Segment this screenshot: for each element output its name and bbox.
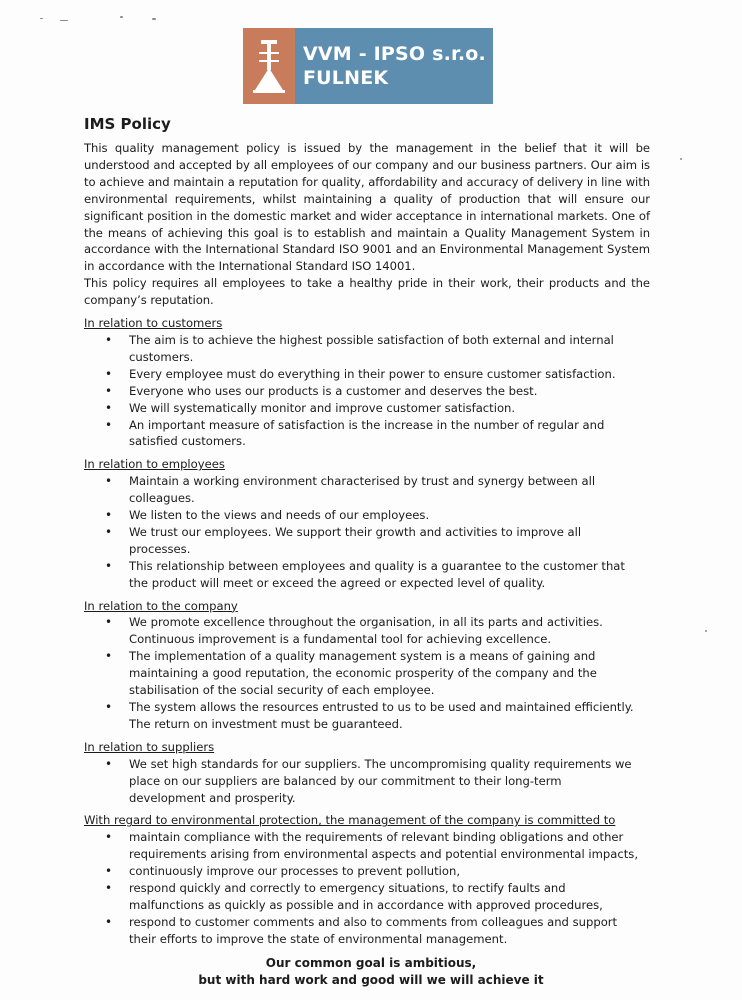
list-item-text: Everyone who uses our products is a customer and deserves the best. <box>129 383 538 398</box>
list-item-text: We promote excellence throughout the organisation, in all its parts and activities. Continuous improvement is a fundamental tool for achieving excellence. <box>129 615 603 647</box>
bullet-icon: • <box>105 864 113 879</box>
list-item <box>84 558 650 592</box>
logo-company-name: VVM - IPSO s.r.o. <box>303 43 486 65</box>
list-item-text: maintain compliance with the requirements of relevant binding obligations and other requirements arising from environmental aspects and potential environmental impacts, <box>129 830 639 862</box>
list-item <box>84 417 650 451</box>
list-item <box>84 829 650 863</box>
list-item-text: Maintain a working environment characterised by trust and synergy between all colleagues. <box>129 474 596 506</box>
section-heading: In relation to suppliers <box>84 739 215 754</box>
bullet-icon: • <box>105 400 113 415</box>
bullet-icon: • <box>105 508 113 523</box>
bullet-icon: • <box>105 756 113 771</box>
list-item-text: Every employee must do everything in their power to ensure customer satisfaction. <box>129 366 616 381</box>
section-customers <box>84 315 650 450</box>
list-item <box>84 914 650 948</box>
list-item <box>84 863 650 880</box>
bullet-list <box>84 332 650 450</box>
list-item <box>84 507 650 524</box>
bullet-icon: • <box>105 615 113 630</box>
list-item-text: The implementation of a quality management system is a means of gaining and maintaining a good reputation, the economic prosperity of the company and the stabilisation of the social security of each employee. <box>129 649 597 698</box>
list-item <box>84 332 650 366</box>
list-item-text: We trust our employees. We support their growth and activities to improve all processes. <box>129 524 582 556</box>
bullet-icon: • <box>105 558 113 573</box>
list-item <box>84 383 650 400</box>
list-item-text: We set high standards for our suppliers. The uncompromising quality requirements we place on our suppliers are balanced by our commitment to their long-term development and prosperity. <box>129 756 632 805</box>
list-item-text: We will systematically monitor and improve customer satisfaction. <box>129 400 516 415</box>
logo-text <box>295 42 486 90</box>
intro-paragraph: This policy requires all employees to take a healthy pride in their work, their products and the company’s reputation. <box>84 276 650 308</box>
list-item-text: This relationship between employees and quality is a guarantee to the customer that the product will meet or exceed the agreed or expected level of quality. <box>129 558 625 590</box>
bullet-icon: • <box>105 830 113 845</box>
bullet-icon: • <box>105 474 113 489</box>
section-employees <box>84 456 650 591</box>
section-environment <box>84 812 650 947</box>
bullet-list <box>84 614 650 732</box>
bullet-list <box>84 756 650 807</box>
list-item <box>84 400 650 417</box>
list-item-text: respond quickly and correctly to emergency situations, to rectify faults and malfunctions as quickly as possible and in accordance with approved procedures, <box>129 881 603 912</box>
list-item-text: respond to customer comments and also to comments from colleagues and support their efforts to improve the state of environmental management. <box>129 914 618 946</box>
list-item <box>84 614 650 648</box>
bullet-icon: • <box>105 700 113 714</box>
list-item <box>84 648 650 699</box>
list-item-text: The aim is to achieve the highest possible satisfaction of both external and internal customers. <box>129 332 614 364</box>
list-item-text: An important measure of satisfaction is the increase in the number of regular and satisfied customers. <box>129 417 605 449</box>
bullet-icon: • <box>105 524 113 539</box>
section-heading: In relation to employees <box>84 457 225 472</box>
bullet-icon: • <box>105 417 113 432</box>
company-logo <box>243 28 493 104</box>
bullet-icon: • <box>105 649 113 664</box>
bullet-icon: • <box>105 366 113 381</box>
list-item <box>84 524 650 558</box>
bullet-icon: • <box>105 332 113 347</box>
list-item <box>84 699 650 733</box>
list-item-text: The system allows the resources entrusted to us to be used and maintained efficiently. The return on investment must be guaranteed. <box>129 700 634 731</box>
page-title: IMS Policy <box>84 115 171 133</box>
logo-location: FULNEK <box>303 67 389 89</box>
list-item-text: We listen to the views and needs of our employees. <box>129 508 430 523</box>
logo-mark-icon <box>243 28 295 104</box>
bullet-list <box>84 473 650 591</box>
intro-paragraph: This quality management policy is issued by the management in the belief that it will be understood and accepted by all employees of our company and our business partners. Our aim is to achieve and maintain a reputation for quality, affordability and accuracy of delivery in line with environmental requirements, whilst maintaining a quality of production that will ensure our significant position in the domestic market and wider acceptance in international markets. One of the means of achieving this goal is to establish and maintain a Quality Management System in accordance with the International Standard ISO 9001 and an Environmental Management System in accordance with the International Standard ISO 14001. <box>84 141 650 274</box>
policy-document <box>84 112 650 948</box>
list-item <box>84 756 650 807</box>
list-item <box>84 366 650 383</box>
closing-line: but with hard work and good will we will achieve it <box>198 973 544 987</box>
list-item <box>84 473 650 507</box>
section-heading: In relation to the company <box>84 598 238 613</box>
section-heading: In relation to customers <box>84 316 223 331</box>
bullet-list <box>84 829 650 947</box>
bullet-icon: • <box>105 914 113 929</box>
section-company <box>84 598 650 733</box>
section-suppliers <box>84 739 650 807</box>
list-item <box>84 880 650 914</box>
bullet-icon: • <box>105 881 113 896</box>
closing-statement <box>0 955 742 989</box>
section-heading: With regard to environmental protection, the management of the company is committed to <box>84 813 616 828</box>
bullet-icon: • <box>105 383 113 398</box>
closing-line: Our common goal is ambitious, <box>265 956 477 970</box>
list-item-text: continuously improve our processes to prevent pollution, <box>129 864 461 879</box>
